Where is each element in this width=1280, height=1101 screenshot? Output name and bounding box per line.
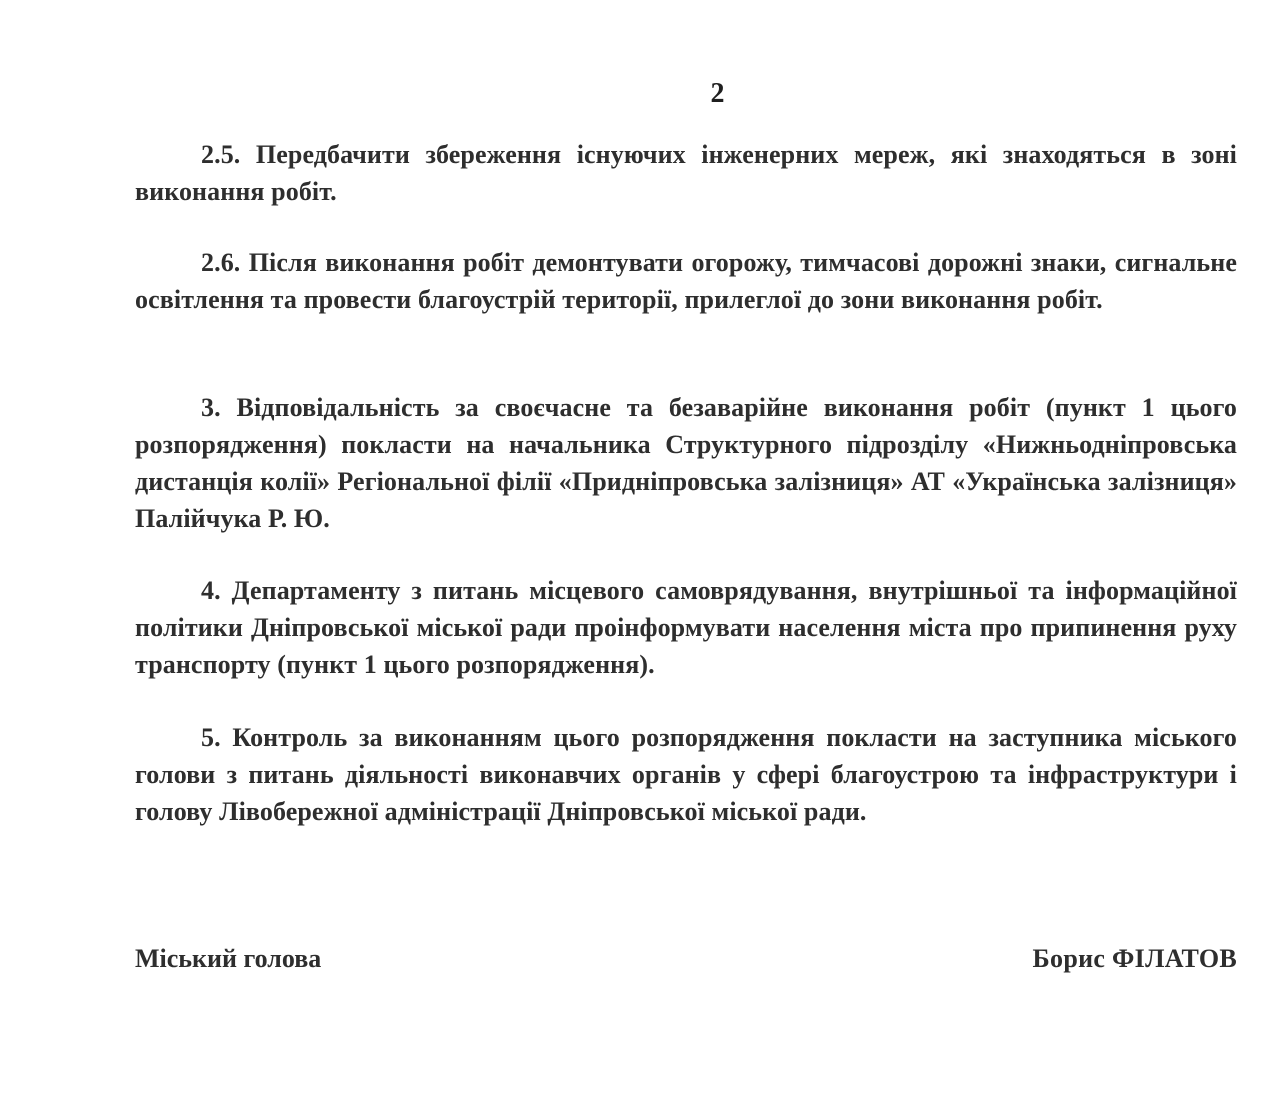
signature-block [135,940,1237,980]
paragraph-2-6: 2.6. Після виконання робіт демонтувати огорожу, тимчасові дорожні знаки, сигнальне освітлення та провести благоустрій території, прилеглої до зони виконання робіт. [135,248,1237,314]
paragraph-3: 3. Відповідальність за своєчасне та безаварійне виконання робіт (пункт 1 цього розпорядження) покласти на начальника Структурного підрозділу «Нижньодніпровська дистанція колії» Регіональної філії «Придніпровська залізниця» АТ «Українська залізниця» Палійчука Р. Ю. [135,393,1237,533]
paragraph-4: 4. Департаменту з питань місцевого самоврядування, внутрішньої та інформаційної політики Дніпровської міської ради проінформувати населення міста про припинення руху транспорту (пункт 1 цього розпорядження). [135,576,1237,679]
paragraph-5: 5. Контроль за виконанням цього розпорядження покласти на заступника міського голови з питань діяльності виконавчих органів у сфері благоустрою та інфраструктури і голову Лівобережної адміністрації Дніпровської міської ради. [135,723,1237,826]
signature-title: Міський голова [135,944,322,973]
paragraph-2-5: 2.5. Передбачити збереження існуючих інженерних мереж, які знаходяться в зоні виконання робіт. [135,140,1237,206]
page-number: 2 [710,78,725,109]
signature-name: Борис ФІЛАТОВ [1032,944,1237,973]
